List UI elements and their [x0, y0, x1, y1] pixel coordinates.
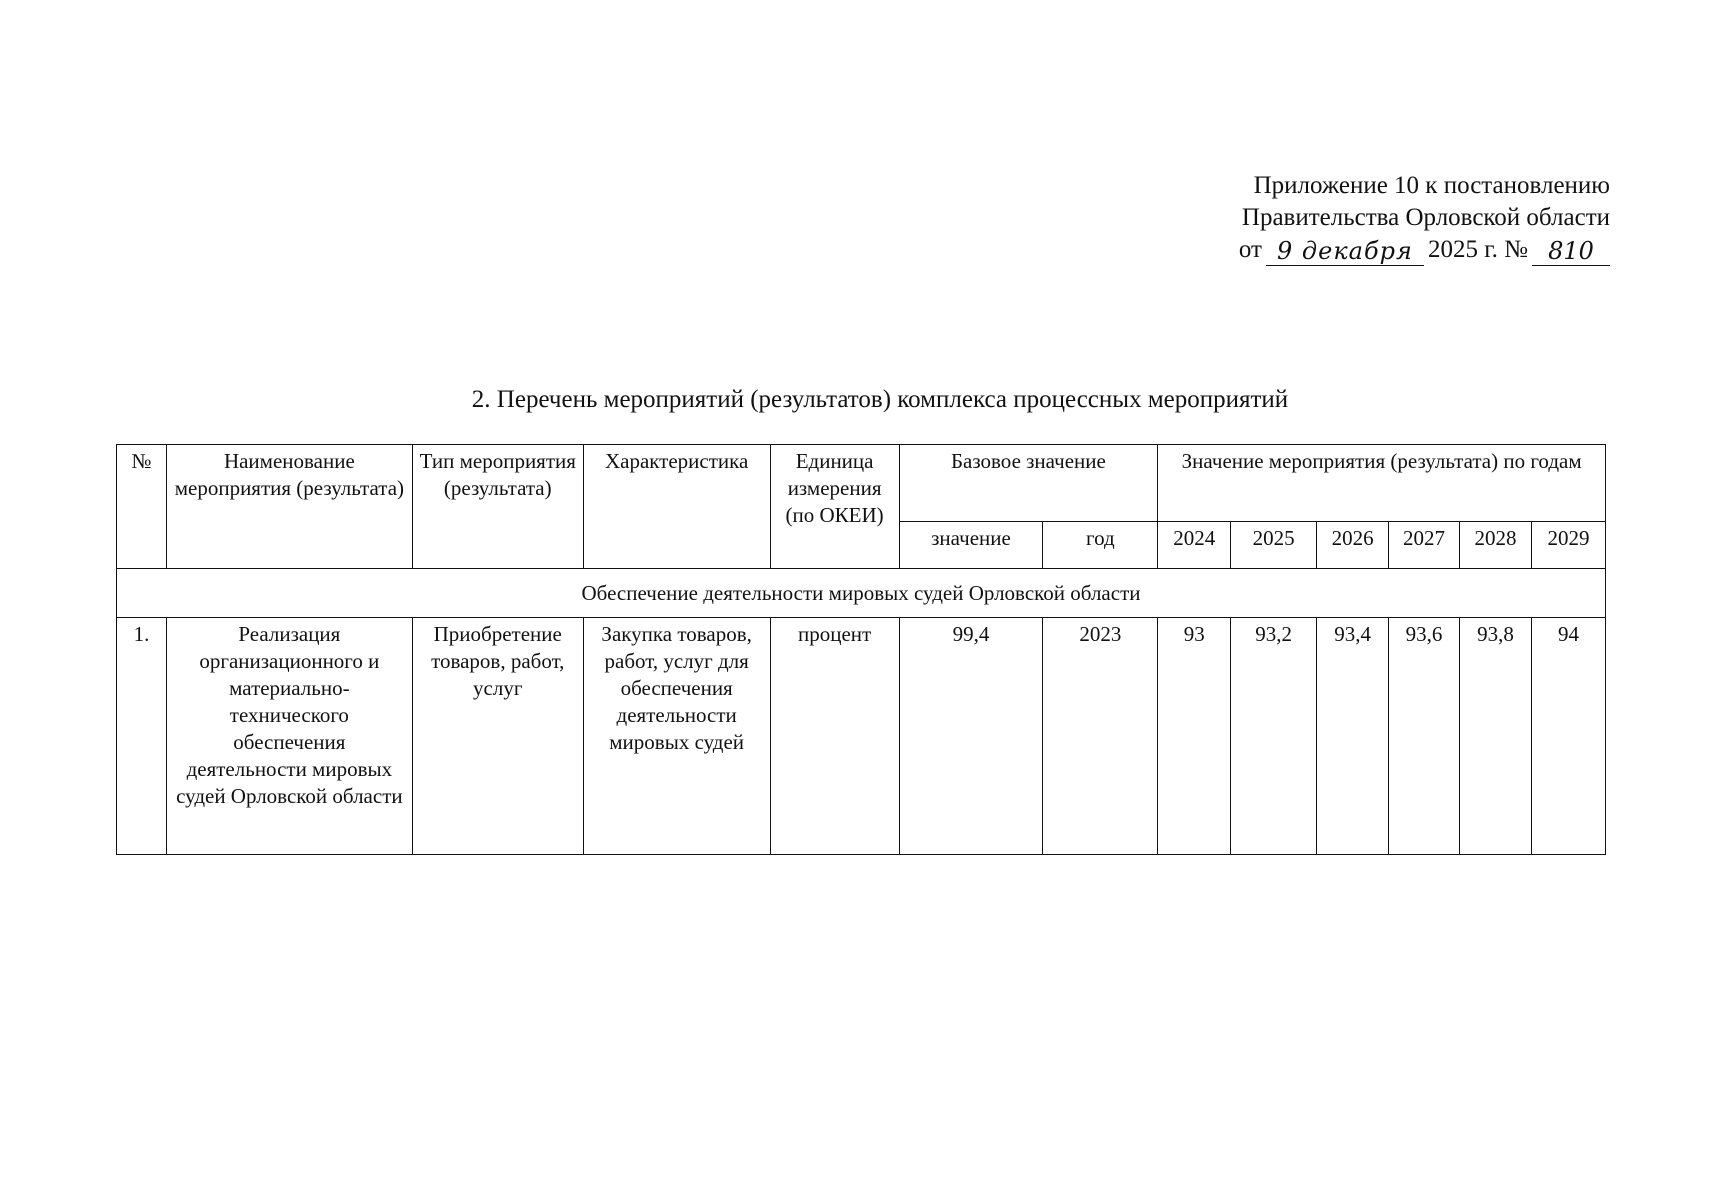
cell-value-2026: 93,4	[1317, 618, 1389, 855]
cell-value-2024: 93	[1158, 618, 1231, 855]
header-year-2028: 2028	[1460, 522, 1532, 569]
cell-num: 1.	[117, 618, 167, 855]
header-unit: Единица измерения (по ОКЕИ)	[770, 445, 899, 569]
table-row	[117, 618, 1606, 855]
measures-table	[116, 444, 1606, 855]
header-year-2029: 2029	[1531, 522, 1605, 569]
appendix-date-line	[1239, 234, 1610, 266]
header-year-2026: 2026	[1317, 522, 1389, 569]
header-year-2025: 2025	[1231, 522, 1317, 569]
cell-type: Приобретение товаров, работ, услуг	[412, 618, 583, 855]
section-title: Обеспечение деятельности мировых судей Орловской области	[117, 569, 1606, 618]
cell-characteristic: Закупка товаров, работ, услуг для обеспечения деятельности мировых судей	[583, 618, 770, 855]
header-year-2024: 2024	[1158, 522, 1231, 569]
cell-base-year: 2023	[1043, 618, 1158, 855]
header-values-by-year: Значение мероприятия (результата) по годам	[1158, 445, 1606, 522]
section-row	[117, 569, 1606, 618]
header-name: Наименование мероприятия (результата)	[166, 445, 412, 569]
header-type: Тип мероприятия (результата)	[412, 445, 583, 569]
header-base-value: Базовое значение	[899, 445, 1158, 522]
page-title: 2. Перечень мероприятий (результатов) комплекса процессных мероприятий	[471, 386, 1289, 413]
cell-value-2025: 93,2	[1231, 618, 1317, 855]
header-year-2027: 2027	[1389, 522, 1460, 569]
appendix-line-1: Приложение 10 к постановлению	[1253, 172, 1610, 199]
header-characteristic: Характеристика	[583, 445, 770, 569]
cell-value-2027: 93,6	[1389, 618, 1460, 855]
table-header-row-1	[117, 445, 1606, 522]
handwritten-date: 9 декабря	[1266, 237, 1424, 266]
cell-name: Реализация организационного и материально-технического обеспечения деятельности мировых судей Орловской области	[166, 618, 412, 855]
header-base-value-year: год	[1043, 522, 1158, 569]
cell-unit: процент	[770, 618, 899, 855]
handwritten-number: 810	[1532, 237, 1610, 266]
date-prefix: от	[1238, 236, 1262, 263]
appendix-header	[1150, 170, 1610, 266]
header-base-value-value: значение	[899, 522, 1043, 569]
cell-value-2029: 94	[1531, 618, 1605, 855]
header-num: №	[117, 445, 167, 569]
cell-value-2028: 93,8	[1460, 618, 1532, 855]
cell-base-value: 99,4	[899, 618, 1043, 855]
year-and-number-label: 2025 г. №	[1427, 236, 1528, 263]
appendix-line-2: Правительства Орловской области	[1241, 204, 1610, 231]
